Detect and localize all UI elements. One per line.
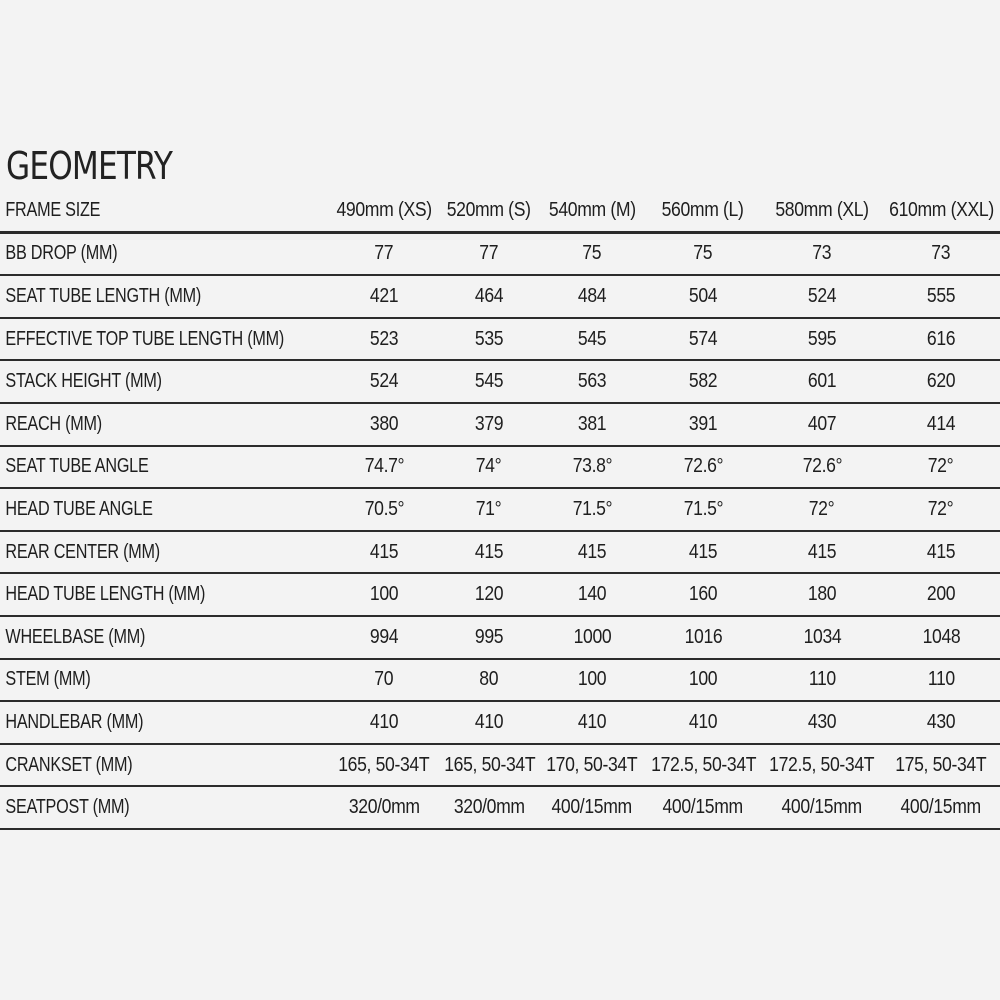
cell-value: 995 <box>438 616 540 659</box>
cell-value: 1034 <box>762 616 882 659</box>
cell-value: 75 <box>540 232 644 275</box>
cell-value: 410 <box>540 701 644 744</box>
cell-value: 72° <box>882 488 1000 531</box>
cell-value: 464 <box>438 275 540 318</box>
cell-value: 379 <box>438 403 540 446</box>
cell-value: 72° <box>762 488 882 531</box>
table-row <box>0 232 1000 275</box>
cell-value: 430 <box>882 701 1000 744</box>
row-label: CRANKSET (MM) <box>0 744 297 787</box>
cell-value: 71.5° <box>540 488 644 531</box>
row-label: HEAD TUBE ANGLE <box>0 488 297 531</box>
cell-value: 100 <box>330 573 438 616</box>
cell-value: 120 <box>438 573 540 616</box>
table-header-row <box>0 190 1000 232</box>
row-label: STACK HEIGHT (MM) <box>0 360 297 403</box>
cell-value: 410 <box>438 701 540 744</box>
table-row <box>0 659 1000 702</box>
cell-value: 140 <box>540 573 644 616</box>
cell-value: 73 <box>882 232 1000 275</box>
cell-value: 73.8° <box>540 446 644 489</box>
cell-value: 72.6° <box>762 446 882 489</box>
table-row <box>0 744 1000 787</box>
size-header: 540mm (M) <box>540 190 644 232</box>
cell-value: 535 <box>438 318 540 361</box>
cell-value: 77 <box>330 232 438 275</box>
cell-value: 70 <box>330 659 438 702</box>
cell-value: 415 <box>330 531 438 574</box>
table-row <box>0 275 1000 318</box>
cell-value: 73 <box>762 232 882 275</box>
cell-value: 415 <box>644 531 762 574</box>
cell-value: 415 <box>762 531 882 574</box>
cell-value: 165, 50-34T <box>438 744 540 787</box>
cell-value: 484 <box>540 275 644 318</box>
cell-value: 616 <box>882 318 1000 361</box>
cell-value: 165, 50-34T <box>330 744 438 787</box>
table-row <box>0 403 1000 446</box>
cell-value: 172.5, 50-34T <box>644 744 762 787</box>
table-row <box>0 786 1000 829</box>
cell-value: 172.5, 50-34T <box>762 744 882 787</box>
cell-value: 100 <box>644 659 762 702</box>
row-label: WHEELBASE (MM) <box>0 616 297 659</box>
cell-value: 70.5° <box>330 488 438 531</box>
row-label: STEM (MM) <box>0 659 297 702</box>
table-row <box>0 701 1000 744</box>
cell-value: 80 <box>438 659 540 702</box>
cell-value: 524 <box>762 275 882 318</box>
cell-value: 523 <box>330 318 438 361</box>
cell-value: 620 <box>882 360 1000 403</box>
cell-value: 160 <box>644 573 762 616</box>
cell-value: 415 <box>438 531 540 574</box>
cell-value: 545 <box>540 318 644 361</box>
cell-value: 574 <box>644 318 762 361</box>
size-header: 520mm (S) <box>438 190 540 232</box>
cell-value: 400/15mm <box>540 786 644 829</box>
geometry-table <box>0 190 1000 830</box>
cell-value: 175, 50-34T <box>882 744 1000 787</box>
cell-value: 74.7° <box>330 446 438 489</box>
cell-value: 504 <box>644 275 762 318</box>
cell-value: 994 <box>330 616 438 659</box>
row-label: REAR CENTER (MM) <box>0 531 297 574</box>
cell-value: 100 <box>540 659 644 702</box>
cell-value: 391 <box>644 403 762 446</box>
cell-value: 421 <box>330 275 438 318</box>
cell-value: 71.5° <box>644 488 762 531</box>
row-label: REACH (MM) <box>0 403 297 446</box>
frame-size-header: FRAME SIZE <box>0 190 297 232</box>
cell-value: 545 <box>438 360 540 403</box>
cell-value: 414 <box>882 403 1000 446</box>
size-header: 560mm (L) <box>644 190 762 232</box>
cell-value: 524 <box>330 360 438 403</box>
row-label: HANDLEBAR (MM) <box>0 701 297 744</box>
size-header: 610mm (XXL) <box>882 190 1000 232</box>
size-header: 580mm (XL) <box>762 190 882 232</box>
cell-value: 563 <box>540 360 644 403</box>
cell-value: 71° <box>438 488 540 531</box>
row-label: SEATPOST (MM) <box>0 786 297 829</box>
cell-value: 410 <box>644 701 762 744</box>
cell-value: 555 <box>882 275 1000 318</box>
cell-value: 72° <box>882 446 1000 489</box>
row-label: SEAT TUBE ANGLE <box>0 446 297 489</box>
cell-value: 320/0mm <box>330 786 438 829</box>
table-row <box>0 360 1000 403</box>
table-row <box>0 318 1000 361</box>
cell-value: 415 <box>540 531 644 574</box>
cell-value: 407 <box>762 403 882 446</box>
cell-value: 400/15mm <box>882 786 1000 829</box>
table-row <box>0 573 1000 616</box>
cell-value: 381 <box>540 403 644 446</box>
cell-value: 110 <box>762 659 882 702</box>
cell-value: 380 <box>330 403 438 446</box>
cell-value: 200 <box>882 573 1000 616</box>
page-title: GEOMETRY <box>6 144 173 188</box>
cell-value: 1048 <box>882 616 1000 659</box>
cell-value: 430 <box>762 701 882 744</box>
cell-value: 1016 <box>644 616 762 659</box>
cell-value: 400/15mm <box>644 786 762 829</box>
cell-value: 170, 50-34T <box>540 744 644 787</box>
cell-value: 601 <box>762 360 882 403</box>
row-label: EFFECTIVE TOP TUBE LENGTH (MM) <box>0 318 297 361</box>
cell-value: 110 <box>882 659 1000 702</box>
cell-value: 72.6° <box>644 446 762 489</box>
table-row <box>0 446 1000 489</box>
cell-value: 74° <box>438 446 540 489</box>
row-label: HEAD TUBE LENGTH (MM) <box>0 573 297 616</box>
cell-value: 400/15mm <box>762 786 882 829</box>
cell-value: 415 <box>882 531 1000 574</box>
row-label: SEAT TUBE LENGTH (MM) <box>0 275 297 318</box>
cell-value: 75 <box>644 232 762 275</box>
cell-value: 1000 <box>540 616 644 659</box>
cell-value: 77 <box>438 232 540 275</box>
table-row <box>0 488 1000 531</box>
table-row <box>0 531 1000 574</box>
cell-value: 595 <box>762 318 882 361</box>
table-row <box>0 616 1000 659</box>
cell-value: 180 <box>762 573 882 616</box>
cell-value: 410 <box>330 701 438 744</box>
size-header: 490mm (XS) <box>330 190 438 232</box>
cell-value: 582 <box>644 360 762 403</box>
row-label: BB DROP (MM) <box>0 232 297 275</box>
cell-value: 320/0mm <box>438 786 540 829</box>
